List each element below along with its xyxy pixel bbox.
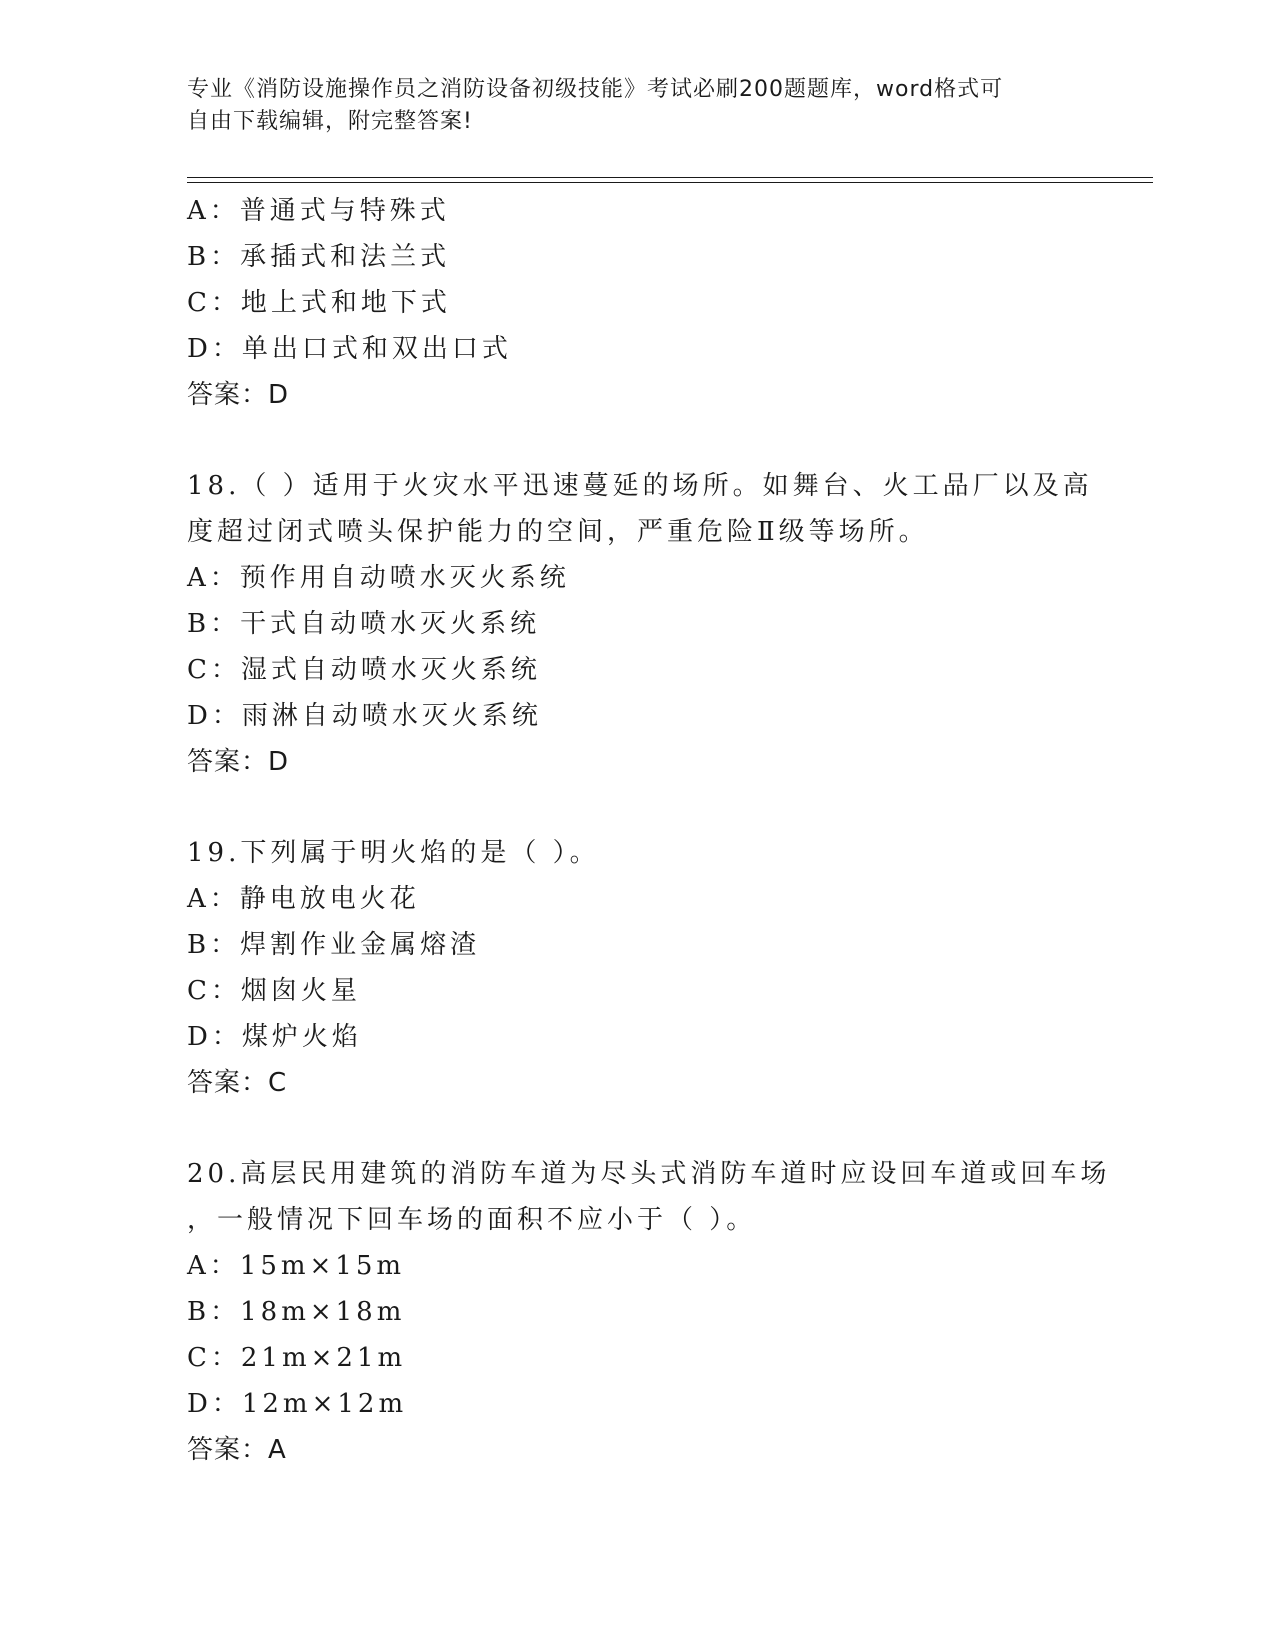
option-c: C：湿式自动喷水灭火系统 [187, 655, 541, 685]
option-b: B：承插式和法兰式 [187, 242, 451, 272]
header-line-2: 自由下载编辑，附完整答案! [187, 109, 473, 134]
header-divider-bottom [187, 182, 1153, 183]
question-19 [187, 830, 1087, 1106]
question-stem-continued: ，一般情况下回车场的面积不应小于（ ）。 [187, 1205, 757, 1235]
answer: 答案：C [187, 1068, 288, 1098]
question-20 [187, 1151, 1111, 1473]
question-stem: 18.（ ）适用于火灾水平迅速蔓延的场所。如舞台、火工品厂以及高 [187, 471, 1093, 501]
option-a: A：静电放电火花 [187, 884, 420, 914]
header-line-1: 专业《消防设施操作员之消防设备初级技能》考试必刷200题题库，word格式可 [187, 77, 1004, 102]
document-header [187, 74, 1067, 138]
question-stem: 20.高层民用建筑的消防车道为尽头式消防车道时应设回车道或回车场 [187, 1159, 1111, 1189]
question-stem-continued: 度超过闭式喷头保护能力的空间，严重危险Ⅱ级等场所。 [187, 517, 929, 547]
option-c: C：地上式和地下式 [187, 288, 451, 318]
option-a: A：普通式与特殊式 [187, 196, 450, 226]
option-c: C：21m×21m [187, 1343, 407, 1373]
option-d: D：雨淋自动喷水灭火系统 [187, 701, 542, 731]
spacer [187, 1106, 1087, 1151]
option-a: A：预作用自动喷水灭火系统 [187, 563, 570, 593]
option-b: B：干式自动喷水灭火系统 [187, 609, 541, 639]
option-d: D：煤炉火焰 [187, 1022, 362, 1052]
question-17 [187, 188, 1087, 418]
answer: 答案：D [187, 747, 290, 777]
option-d: D：单出口式和双出口式 [187, 334, 512, 364]
spacer [187, 785, 1087, 830]
option-b: B：18m×18m [187, 1297, 406, 1327]
answer: 答案：D [187, 380, 290, 410]
spacer [187, 418, 1087, 463]
answer: 答案：A [187, 1435, 287, 1465]
option-b: B：焊割作业金属熔渣 [187, 930, 481, 960]
question-list [187, 188, 1111, 1473]
option-c: C：烟囱火星 [187, 976, 361, 1006]
option-d: D：12m×12m [187, 1389, 408, 1419]
question-18 [187, 463, 1093, 785]
option-a: A：15m×15m [187, 1251, 406, 1281]
header-divider-top [187, 177, 1153, 178]
question-stem: 19.下列属于明火焰的是（ ）。 [187, 838, 600, 868]
